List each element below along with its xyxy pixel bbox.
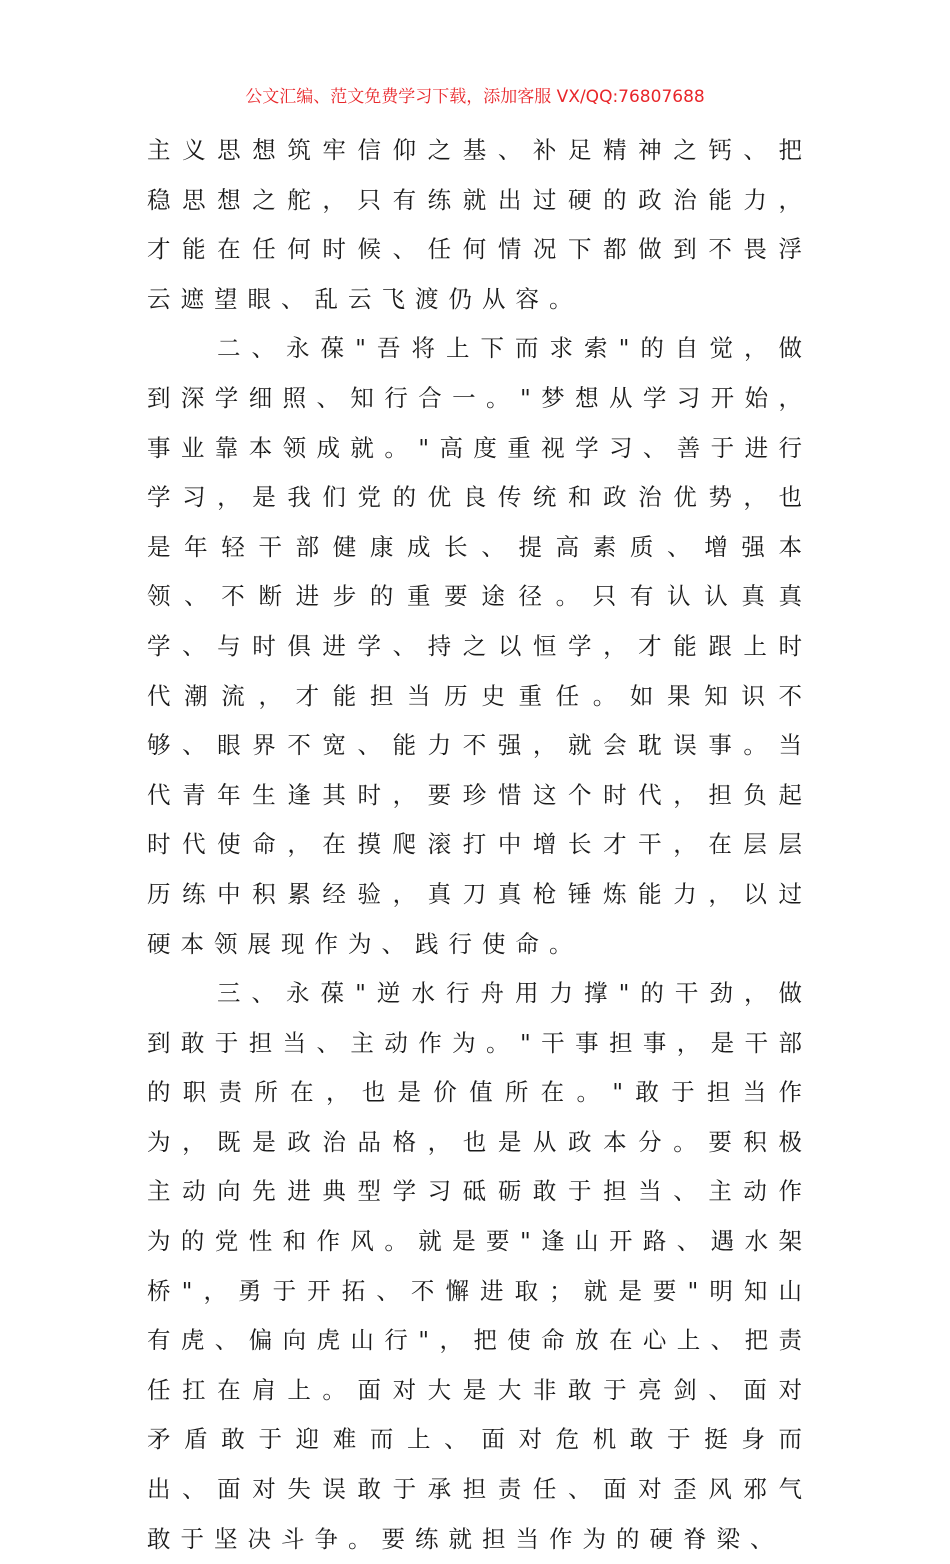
watermark-header: 公文汇编、范文免费学习下载，添加客服 VX/QQ:76807688 <box>245 87 705 107</box>
paragraph-continuation: 主义思想筑牢信仰之基、补足精神之钙、把稳思想之舵，只有练就出过硬的政治能力，才能在任何时候、任何情况下都做到不畏浮云遮望眼、乱云飞渡仍从容。 <box>147 136 812 313</box>
paragraph-section-three: 三、永葆"逆水行舟用力撑"的干劲，做到敢于担当、主动作为。"干事担事，是干部的职责所在，也是价值所在。"敢于担当作为，既是政治品格，也是从政本分。要积极主动向先进典型学习砥砺敢于担当、主动作为的党性和作风。就是要"逢山开路、遇水架桥"，勇于开拓、不懈进取；就是要"明知山有虎、偏向虎山行"，把使命放在心上、把责任扛在肩上。面对大是大非敢于亮剑、面对矛盾敢于迎难而上、面对危机敢于挺身而出、面对失误敢于承担责任、面对歪风邪气敢于坚决斗争。要练就担当作为的硬脊梁、 <box>147 979 812 1553</box>
document-body <box>147 126 812 1564</box>
paragraph-section-two: 二、永葆"吾将上下而求索"的自觉，做到深学细照、知行合一。"梦想从学习开始，事业靠本领成就。"高度重视学习、善于进行学习，是我们党的优良传统和政治优势，也是年轻干部健康成长、提高素质、增强本领、不断进步的重要途径。只有认认真真学、与时俱进学、持之以恒学，才能跟上时代潮流，才能担当历史重任。如果知识不够、眼界不宽、能力不强，就会耽误事。当代青年生逢其时，要珍惜这个时代，担负起时代使命，在摸爬滚打中增长才干，在层层历练中积累经验，真刀真枪锤炼能力，以过硬本领展现作为、践行使命。 <box>147 334 812 958</box>
